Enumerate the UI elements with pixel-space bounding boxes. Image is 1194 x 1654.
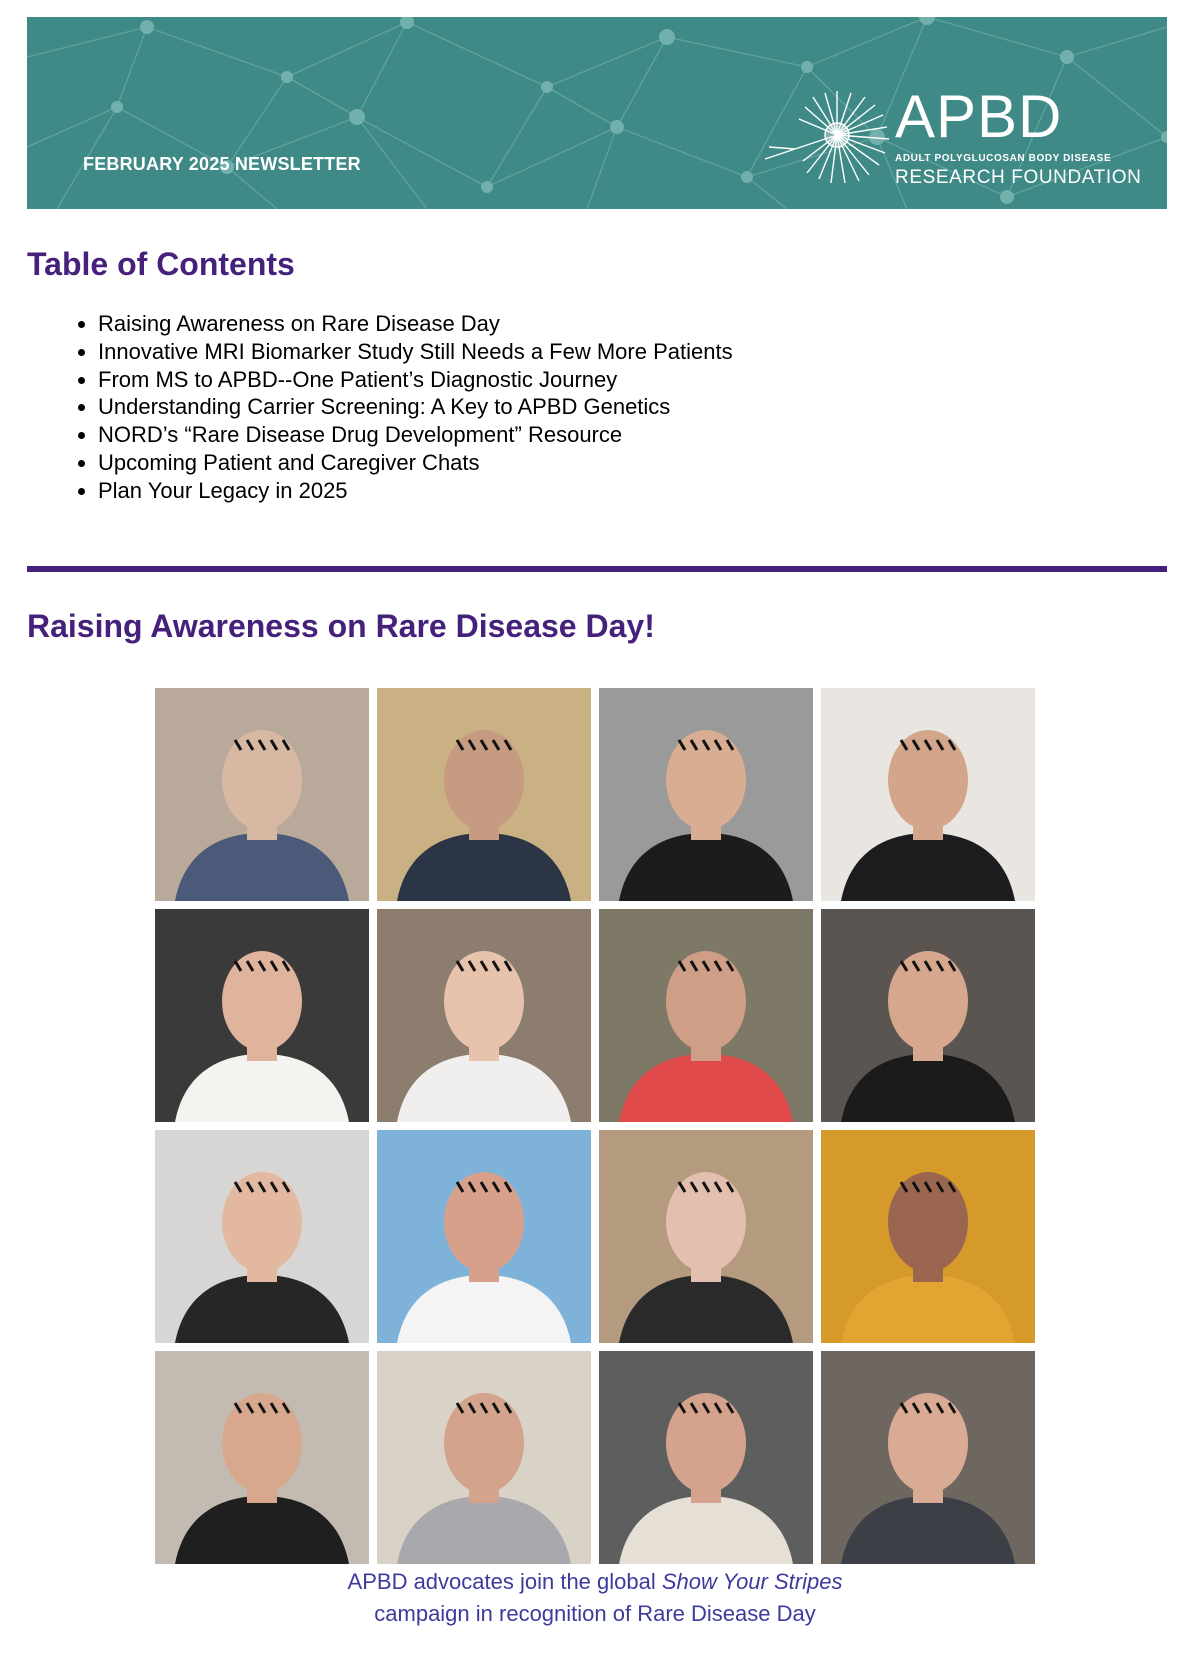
advocate-photo (377, 1351, 591, 1564)
portrait-image (599, 688, 813, 901)
portrait-image (821, 1351, 1035, 1564)
toc-item[interactable]: • Plan Your Legacy in 2025 (98, 477, 733, 505)
portrait-image (599, 1351, 813, 1564)
portrait-image (155, 1130, 369, 1343)
portrait-image (599, 1130, 813, 1343)
logo-foundation: RESEARCH FOUNDATION (895, 167, 1142, 188)
portrait-image (155, 1351, 369, 1564)
portrait-image (821, 909, 1035, 1122)
advocate-photo (599, 1351, 813, 1564)
toc-list (54, 310, 733, 505)
advocate-photo (155, 1130, 369, 1343)
portrait-image (821, 1130, 1035, 1343)
advocate-photo (599, 909, 813, 1122)
portrait-image (155, 909, 369, 1122)
photo-grid (155, 688, 1035, 1564)
advocate-photo (377, 1130, 591, 1343)
toc-item[interactable]: • Upcoming Patient and Caregiver Chats (98, 449, 733, 477)
portrait-image (377, 909, 591, 1122)
advocate-photo (821, 909, 1035, 1122)
toc-item[interactable]: • From MS to APBD--One Patient’s Diagnostic Journey (98, 366, 733, 394)
newsletter-banner (27, 17, 1167, 209)
logo-wordmark: APBD (895, 83, 1063, 150)
portrait-image (155, 688, 369, 901)
toc-item[interactable]: • Raising Awareness on Rare Disease Day (98, 310, 733, 338)
portrait-image (821, 688, 1035, 901)
toc-item[interactable]: • Innovative MRI Biomarker Study Still Needs a Few More Patients (98, 338, 733, 366)
apbd-logo (895, 83, 1142, 189)
advocate-photo (155, 909, 369, 1122)
neuron-logo-icon (765, 89, 895, 185)
portrait-image (377, 1130, 591, 1343)
advocate-photo (821, 1351, 1035, 1564)
advocate-photo (377, 688, 591, 901)
advocate-photo (155, 1351, 369, 1564)
advocate-photo (155, 688, 369, 901)
portrait-image (599, 909, 813, 1122)
caption-campaign-name: Show Your Stripes (661, 1569, 843, 1594)
toc-title: Table of Contents (27, 246, 295, 282)
newsletter-issue-label: FEBRUARY 2025 NEWSLETTER (83, 154, 361, 174)
portrait-image (377, 1351, 591, 1564)
advocate-photo (821, 1130, 1035, 1343)
toc-item[interactable]: • NORD’s “Rare Disease Drug Development” Resource (98, 421, 733, 449)
logo-subtitle: ADULT POLYGLUCOSAN BODY DISEASE (895, 153, 1112, 164)
portrait-image (377, 688, 591, 901)
advocate-photo (599, 688, 813, 901)
caption-text-2: campaign in recognition of Rare Disease Day (374, 1601, 816, 1626)
advocate-photo (599, 1130, 813, 1343)
caption-text: APBD advocates join the global (347, 1569, 662, 1594)
toc-item[interactable]: • Understanding Carrier Screening: A Key to APBD Genetics (98, 393, 733, 421)
advocate-photo (821, 688, 1035, 901)
section-divider (27, 566, 1167, 572)
photo-caption (155, 1566, 1035, 1630)
section-title: Raising Awareness on Rare Disease Day! (27, 608, 655, 644)
advocate-photo (377, 909, 591, 1122)
